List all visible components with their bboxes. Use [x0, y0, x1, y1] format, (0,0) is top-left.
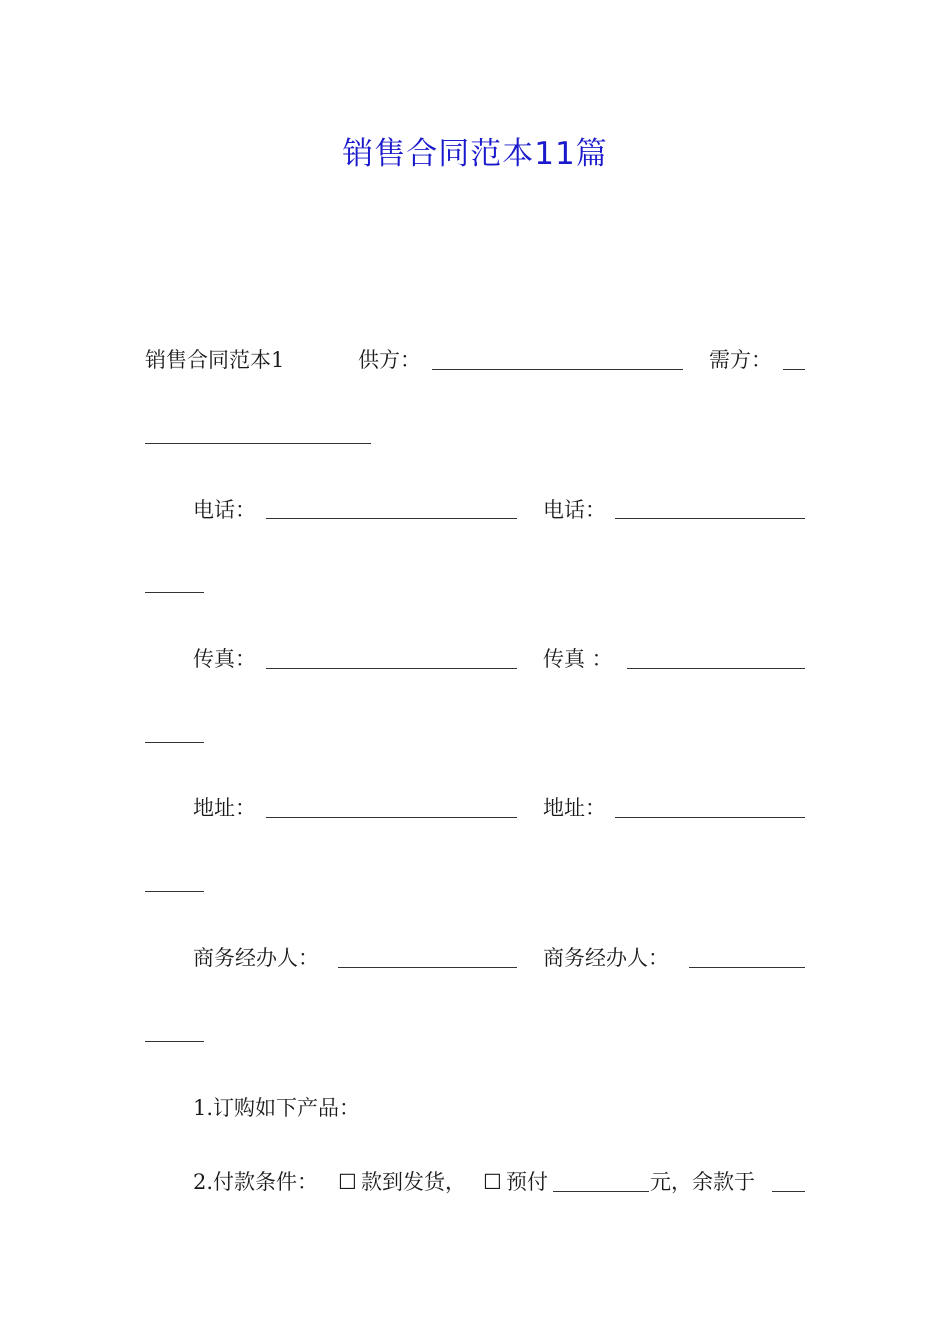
buyer-blank[interactable] — [783, 369, 805, 370]
document-title: 销售合同范本11篇 — [342, 136, 608, 172]
buyer-handler-label: 商务经办人： — [543, 946, 669, 970]
supplier-fax-blank[interactable] — [266, 668, 517, 669]
prepay-label: 预付 — [506, 1170, 548, 1194]
supplier-blank[interactable] — [432, 369, 683, 370]
supplier-label: 供方： — [358, 348, 421, 372]
buyer-address-label: 地址： — [543, 796, 606, 820]
buyer-label: 需方： — [709, 348, 772, 372]
balance-date-blank[interactable] — [772, 1191, 805, 1192]
cash-on-delivery-label: 款到发货， — [361, 1170, 466, 1194]
order-products-item: 1.订购如下产品： — [193, 1096, 361, 1120]
balance-label: 元，余款于 — [650, 1170, 755, 1194]
buyer-phone-blank-continued[interactable] — [145, 592, 204, 593]
buyer-handler-blank-continued[interactable] — [145, 1041, 204, 1042]
buyer-phone-label: 电话： — [543, 498, 606, 522]
supplier-handler-label: 商务经办人： — [193, 946, 319, 970]
buyer-phone-blank[interactable] — [615, 518, 805, 519]
supplier-handler-blank[interactable] — [338, 967, 517, 968]
payment-terms-label: 2.付款条件： — [193, 1170, 319, 1194]
supplier-fax-label: 传真： — [193, 647, 256, 671]
checkbox-cash-on-delivery[interactable]: ☐ — [338, 1170, 357, 1194]
checkbox-prepay[interactable]: ☐ — [483, 1170, 502, 1194]
supplier-address-label: 地址： — [193, 796, 256, 820]
buyer-fax-label: 传真 ： — [543, 647, 613, 671]
contract-heading: 销售合同范本1 — [145, 348, 285, 372]
supplier-phone-blank[interactable] — [266, 518, 517, 519]
buyer-blank-continued[interactable] — [145, 443, 371, 444]
supplier-phone-label: 电话： — [193, 498, 256, 522]
buyer-fax-blank[interactable] — [627, 668, 805, 669]
supplier-address-blank[interactable] — [266, 817, 517, 818]
buyer-address-blank-continued[interactable] — [145, 891, 204, 892]
prepay-amount-blank[interactable] — [553, 1191, 649, 1192]
buyer-address-blank[interactable] — [615, 817, 805, 818]
buyer-fax-blank-continued[interactable] — [145, 742, 204, 743]
buyer-handler-blank[interactable] — [689, 967, 805, 968]
